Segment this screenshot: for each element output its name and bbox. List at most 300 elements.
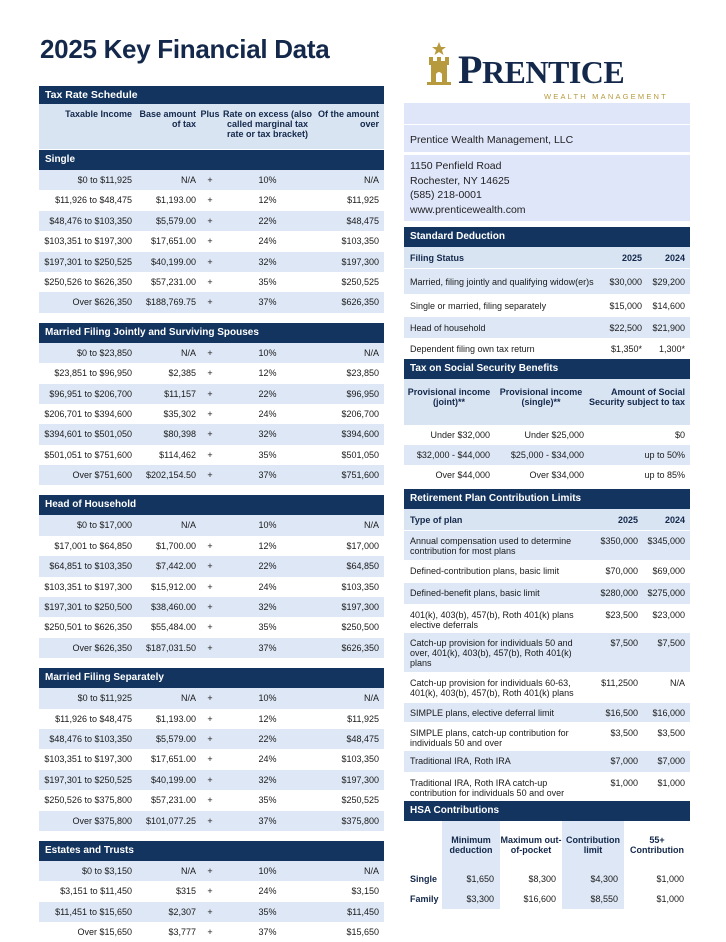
col-contribution-limit: Contribution limit — [562, 821, 624, 869]
col-of-amount-over: Of the amount over — [318, 109, 379, 129]
col-provisional-single: Provisional income (single)** — [499, 387, 583, 407]
cell: $197,300 — [341, 256, 379, 267]
cell: Defined-benefit plans, basic limit — [410, 588, 540, 598]
col-taxable-income: Taxable Income — [65, 109, 132, 119]
logo-tagline: WEALTH MANAGEMENT — [544, 92, 668, 101]
cell: $15,000 — [609, 300, 642, 311]
hsa-table — [404, 801, 690, 909]
section-gap — [39, 313, 384, 323]
social-security-rows — [404, 425, 690, 485]
social-security-columns — [404, 379, 690, 425]
address-line: 1150 Penfield Road — [410, 160, 502, 172]
section-rows — [39, 688, 384, 831]
tax-rate-schedule — [39, 86, 384, 942]
cell: + — [207, 754, 213, 765]
table-row — [39, 688, 384, 708]
cell: $55,484.00 — [150, 622, 196, 633]
logo-word-rest: RENTICE — [481, 54, 625, 90]
cell: + — [207, 236, 213, 247]
col-base-amount: Base amount of tax — [139, 109, 196, 129]
cell: $16,500 — [605, 708, 638, 718]
info-spacer — [404, 103, 690, 125]
cell: $394,600 — [341, 429, 379, 440]
cell: $3,150 — [351, 886, 379, 897]
tax-schedule-columns — [39, 104, 384, 150]
section-rows — [39, 170, 384, 313]
table-row — [404, 751, 690, 773]
table-row — [39, 231, 384, 251]
cell: $16,600 — [500, 889, 562, 909]
col-max-out-of-pocket: Maximum out-of-pocket — [500, 821, 562, 869]
table-row — [39, 404, 384, 424]
cell: $101,077.25 — [145, 815, 196, 826]
standard-deduction-columns — [404, 247, 690, 269]
cell: $187,031.50 — [145, 642, 196, 653]
cell: + — [207, 642, 213, 653]
cell: $1,000 — [657, 778, 685, 788]
cell: $23,500 — [605, 610, 638, 620]
cell: 32% — [258, 429, 277, 440]
cell: N/A — [669, 678, 685, 688]
cell: Annual compensation used to determine contribution for most plans — [410, 536, 572, 556]
cell: + — [207, 733, 213, 744]
cell: + — [207, 886, 213, 897]
cell: $17,001 to $64,850 — [54, 540, 132, 551]
table-row — [39, 881, 384, 901]
table-row — [404, 773, 690, 801]
table-row — [39, 211, 384, 231]
cell: N/A — [363, 520, 379, 531]
cell: $751,600 — [341, 470, 379, 481]
table-row — [39, 190, 384, 210]
cell: $7,500 — [657, 638, 685, 648]
cell: $7,000 — [657, 756, 685, 766]
cell: Catch-up provision for individuals 60-63, 401(k), 403(b), 457(b), Roth 401(k) plans — [410, 678, 574, 698]
retirement-rows — [404, 531, 690, 801]
cell: $32,000 - $44,000 — [416, 450, 490, 460]
cell: $1,650 — [442, 869, 500, 889]
table-row — [39, 617, 384, 637]
cell: Under $25,000 — [524, 430, 584, 440]
cell: 37% — [258, 470, 277, 481]
cell: $40,199.00 — [150, 774, 196, 785]
cell: $29,200 — [652, 276, 685, 287]
col-2025: 2025 — [617, 514, 638, 525]
table-row — [39, 292, 384, 312]
table-row — [39, 252, 384, 272]
cell: $501,050 — [341, 449, 379, 460]
table-row — [39, 577, 384, 597]
cell: $80,398 — [163, 429, 196, 440]
col-plus: Plus — [200, 109, 220, 119]
table-row — [39, 465, 384, 485]
table-row — [39, 272, 384, 292]
cell: $48,475 — [346, 215, 379, 226]
cell: $103,351 to $197,300 — [44, 581, 132, 592]
cell: $7,000 — [610, 756, 638, 766]
cell: $17,651.00 — [150, 754, 196, 765]
cell: $11,450 — [347, 906, 379, 917]
cell: $197,301 to $250,525 — [44, 774, 132, 785]
table-row — [404, 633, 690, 673]
cell: $0 to $3,150 — [81, 865, 132, 876]
section-gap — [39, 658, 384, 668]
table-row — [39, 170, 384, 190]
cell: $103,350 — [341, 581, 379, 592]
cell: $1,700.00 — [155, 540, 196, 551]
cell: $197,301 to $250,500 — [44, 602, 132, 613]
cell: $375,800 — [341, 815, 379, 826]
cell: 32% — [258, 774, 277, 785]
col-2024: 2024 — [664, 514, 685, 525]
cell: $250,525 — [341, 795, 379, 806]
cell: $206,701 to $394,600 — [44, 408, 132, 419]
cell: Dependent filing own tax return — [410, 343, 535, 354]
cell: $11,926 to $48,475 — [55, 713, 132, 724]
cell: Over $15,650 — [77, 927, 132, 938]
cell: $280,000 — [600, 588, 638, 598]
cell: $15,912.00 — [150, 581, 196, 592]
cell: $23,000 — [652, 610, 685, 620]
table-row — [39, 424, 384, 444]
cell: $17,651.00 — [150, 236, 196, 247]
cell: 22% — [258, 733, 277, 744]
cell: $69,000 — [652, 566, 685, 576]
table-row — [404, 869, 690, 889]
cell: 32% — [258, 256, 277, 267]
col-rate-on-excess: Rate on excess (also called marginal tax rate or tax bracket) — [222, 109, 313, 139]
table-row — [39, 536, 384, 556]
cell: $206,700 — [341, 408, 379, 419]
cell: $11,925 — [347, 713, 379, 724]
cell: + — [207, 581, 213, 592]
cell: $103,350 — [341, 236, 379, 247]
cell: $2,307 — [168, 906, 196, 917]
cell: $197,300 — [341, 602, 379, 613]
cell: 37% — [258, 815, 277, 826]
cell: $17,000 — [346, 540, 379, 551]
company-name: Prentice Wealth Management, LLC — [404, 125, 690, 155]
right-column — [404, 103, 690, 909]
table-row — [404, 583, 690, 605]
col-minimum-deduction: Minimum deduction — [442, 821, 500, 869]
cell: Over $34,000 — [529, 470, 584, 480]
table-row — [39, 638, 384, 658]
cell: $96,950 — [346, 388, 379, 399]
social-security-table — [404, 359, 690, 485]
cell: 37% — [258, 642, 277, 653]
col-provisional-joint: Provisional income (joint)** — [407, 387, 491, 407]
tax-sections — [39, 150, 384, 942]
logo-word-first: P — [458, 47, 482, 92]
cell: $0 to $17,000 — [76, 520, 132, 531]
cell: 35% — [258, 276, 277, 287]
cell: 10% — [258, 865, 277, 876]
cell: 24% — [258, 754, 277, 765]
cell: $11,926 to $48,475 — [55, 195, 132, 206]
table-row — [404, 425, 690, 445]
cell: $16,000 — [652, 708, 685, 718]
cell: + — [207, 297, 213, 308]
cell: + — [207, 368, 213, 379]
cell: $394,601 to $501,050 — [44, 429, 132, 440]
cell: + — [207, 276, 213, 287]
cell: Married, filing jointly and qualifying widow(er)s — [410, 276, 594, 287]
section-rows — [39, 861, 384, 942]
cell: $3,300 — [442, 889, 500, 909]
table-row — [404, 445, 690, 465]
cell: + — [207, 470, 213, 481]
cell: + — [207, 774, 213, 785]
hsa-header: HSA Contributions — [404, 801, 690, 821]
cell: + — [207, 449, 213, 460]
cell: 12% — [258, 540, 277, 551]
table-row — [39, 445, 384, 465]
table-row — [39, 902, 384, 922]
cell: $250,500 — [341, 622, 379, 633]
cell: + — [207, 175, 213, 185]
cell: Traditional IRA, Roth IRA — [410, 756, 511, 766]
cell: 24% — [258, 886, 277, 897]
cell: 401(k), 403(b), 457(b), Roth 401(k) plans elective deferrals — [410, 610, 574, 630]
cell: 10% — [258, 347, 277, 358]
table-row — [404, 295, 690, 317]
cell: $3,151 to $11,450 — [60, 886, 132, 897]
table-row — [39, 515, 384, 535]
table-row — [404, 317, 690, 339]
cell: 35% — [258, 906, 277, 917]
cell: 35% — [258, 449, 277, 460]
tax-schedule-header: Tax Rate Schedule — [39, 86, 384, 104]
cell: $0 to $23,850 — [76, 347, 132, 358]
cell: + — [207, 602, 213, 613]
table-row — [39, 790, 384, 810]
retirement-header: Retirement Plan Contribution Limits — [404, 489, 690, 509]
cell: up to 85% — [644, 470, 685, 480]
cell: Over $626,350 — [72, 297, 132, 308]
cell: $315 — [175, 886, 196, 897]
col-blank — [404, 821, 442, 869]
cell: $1,000 — [610, 778, 638, 788]
cell: + — [207, 429, 213, 440]
cell: Catch-up provision for individuals 50 and over, 401(k), 403(b), 457(b), Roth 401(k) plans — [410, 638, 573, 668]
cell: $0 — [674, 430, 685, 440]
cell: N/A — [363, 347, 379, 358]
cell: Family — [404, 889, 442, 909]
cell: SIMPLE plans, elective deferral limit — [410, 708, 555, 718]
hsa-rows — [404, 869, 690, 909]
standard-deduction-header: Standard Deduction — [404, 227, 690, 247]
table-row — [39, 597, 384, 617]
cell: $3,777 — [168, 927, 196, 938]
table-row — [39, 709, 384, 729]
cell: + — [207, 865, 213, 876]
cell: $5,579.00 — [155, 733, 196, 744]
cell: $626,350 — [341, 642, 379, 653]
retirement-limits-table — [404, 489, 690, 801]
cell: Head of household — [410, 322, 486, 333]
cell: $11,157 — [164, 388, 196, 399]
cell: $40,199.00 — [150, 256, 196, 267]
cell: 24% — [258, 408, 277, 419]
cell: 12% — [258, 195, 277, 206]
address-line: Rochester, NY 14625 — [410, 174, 510, 187]
cell: $5,579.00 — [155, 215, 196, 226]
cell: $21,900 — [652, 322, 685, 333]
cell: 10% — [258, 693, 277, 704]
cell: 37% — [258, 927, 277, 938]
cell: $250,526 to $375,800 — [44, 795, 132, 806]
cell: $197,300 — [341, 774, 379, 785]
section-rows — [39, 515, 384, 658]
cell: $1,350* — [610, 343, 642, 354]
cell: + — [207, 693, 213, 704]
cell: $48,476 to $103,350 — [49, 215, 132, 226]
cell: N/A — [363, 693, 379, 704]
section-rows — [39, 343, 384, 486]
cell: 12% — [258, 368, 277, 379]
cell: N/A — [363, 865, 379, 876]
cell: 1,300* — [658, 343, 685, 354]
cell: Defined-contribution plans, basic limit — [410, 566, 560, 576]
cell: $4,300 — [562, 869, 624, 889]
social-security-header: Tax on Social Security Benefits — [404, 359, 690, 379]
table-row — [404, 673, 690, 703]
col-2024: 2024 — [664, 252, 685, 263]
website-link[interactable]: www.prenticewealth.com — [410, 203, 526, 216]
cell: $96,951 to $206,700 — [49, 388, 132, 399]
cell: $7,442.00 — [155, 561, 196, 572]
cell: $0 to $11,925 — [77, 175, 132, 185]
cell: Traditional IRA, Roth IRA catch-up contribution for individuals 50 and over — [410, 778, 565, 798]
cell: $202,154.50 — [145, 470, 196, 481]
cell: + — [207, 795, 213, 806]
table-row — [39, 811, 384, 831]
cell: $57,231.00 — [150, 276, 196, 287]
section-title: Married Filing Jointly and Surviving Spouses — [39, 323, 384, 343]
cell: N/A — [180, 347, 196, 358]
cell: $197,301 to $250,525 — [44, 256, 132, 267]
cell: Under $32,000 — [430, 430, 490, 440]
col-55-plus: 55+ Contribution — [624, 821, 690, 869]
table-row — [39, 861, 384, 881]
company-address — [404, 155, 690, 221]
cell: $35,302 — [163, 408, 196, 419]
logo-wordmark — [458, 48, 624, 94]
cell: N/A — [180, 865, 196, 876]
table-row — [39, 384, 384, 404]
cell: $38,460.00 — [150, 602, 196, 613]
cell — [200, 515, 220, 535]
cell: $103,350 — [341, 754, 379, 765]
cell: $3,500 — [657, 728, 685, 738]
cell: N/A — [180, 175, 196, 185]
cell: $1,000 — [624, 889, 690, 909]
cell: + — [207, 561, 213, 572]
cell: 35% — [258, 622, 277, 633]
cell: $15,650 — [346, 927, 379, 938]
cell: + — [207, 215, 213, 226]
cell: $350,000 — [600, 536, 638, 546]
table-row — [404, 605, 690, 633]
cell: + — [207, 256, 213, 267]
cell: $103,351 to $197,300 — [44, 754, 132, 765]
table-row — [404, 561, 690, 583]
col-filing-status: Filing Status — [410, 252, 464, 263]
cell: $70,000 — [605, 566, 638, 576]
cell: $11,2500 — [601, 678, 638, 688]
cell: $1,193.00 — [155, 713, 196, 724]
cell: $103,351 to $197,300 — [44, 236, 132, 247]
cell: + — [207, 388, 213, 399]
cell: Over $751,600 — [72, 470, 132, 481]
table-row — [39, 363, 384, 383]
cell: $8,300 — [500, 869, 562, 889]
table-row — [39, 729, 384, 749]
cell: Over $44,000 — [435, 470, 490, 480]
cell: + — [207, 713, 213, 724]
table-row — [39, 343, 384, 363]
table-row — [404, 465, 690, 485]
cell: $57,231.00 — [150, 795, 196, 806]
cell: + — [207, 347, 213, 358]
phone-line: (585) 218-0001 — [410, 189, 482, 201]
page-title: 2025 Key Financial Data — [40, 34, 330, 64]
cell: $3,500 — [610, 728, 638, 738]
cell: + — [207, 540, 213, 551]
prentice-logo — [420, 38, 676, 104]
retirement-columns — [404, 509, 690, 531]
table-row — [404, 531, 690, 561]
cell: 22% — [258, 388, 277, 399]
cell: N/A — [363, 175, 379, 185]
cell: $1,000 — [624, 869, 690, 889]
table-row — [39, 770, 384, 790]
cell: $0 to $11,925 — [77, 693, 132, 704]
table-row — [404, 889, 690, 909]
cell: + — [207, 815, 213, 826]
col-2025: 2025 — [621, 252, 642, 263]
cell: $23,851 to $96,950 — [54, 368, 132, 379]
table-row — [39, 749, 384, 769]
cell: $7,500 — [610, 638, 638, 648]
cell: $275,000 — [647, 588, 685, 598]
cell: $250,501 to $626,350 — [44, 622, 132, 633]
col-type-of-plan: Type of plan — [410, 514, 463, 525]
cell: $11,925 — [347, 195, 379, 206]
table-row — [404, 269, 690, 295]
cell: $501,051 to $751,600 — [44, 449, 132, 460]
cell: $1,193.00 — [155, 195, 196, 206]
cell: $2,385 — [168, 368, 196, 379]
table-row — [404, 723, 690, 751]
cell: 10% — [258, 175, 277, 185]
cell: $48,476 to $103,350 — [49, 733, 132, 744]
standard-deduction-rows — [404, 269, 690, 359]
cell: $11,451 to $15,650 — [55, 906, 132, 917]
cell: + — [207, 408, 213, 419]
cell: + — [207, 195, 213, 206]
cell: 24% — [258, 236, 277, 247]
cell: $30,000 — [609, 276, 642, 287]
table-row — [404, 703, 690, 723]
section-title: Head of Household — [39, 495, 384, 515]
cell: Single — [404, 869, 442, 889]
cell: Over $375,800 — [72, 815, 132, 826]
cell: $64,851 to $103,350 — [49, 561, 132, 572]
cell: $8,550 — [562, 889, 624, 909]
section-gap — [39, 831, 384, 841]
